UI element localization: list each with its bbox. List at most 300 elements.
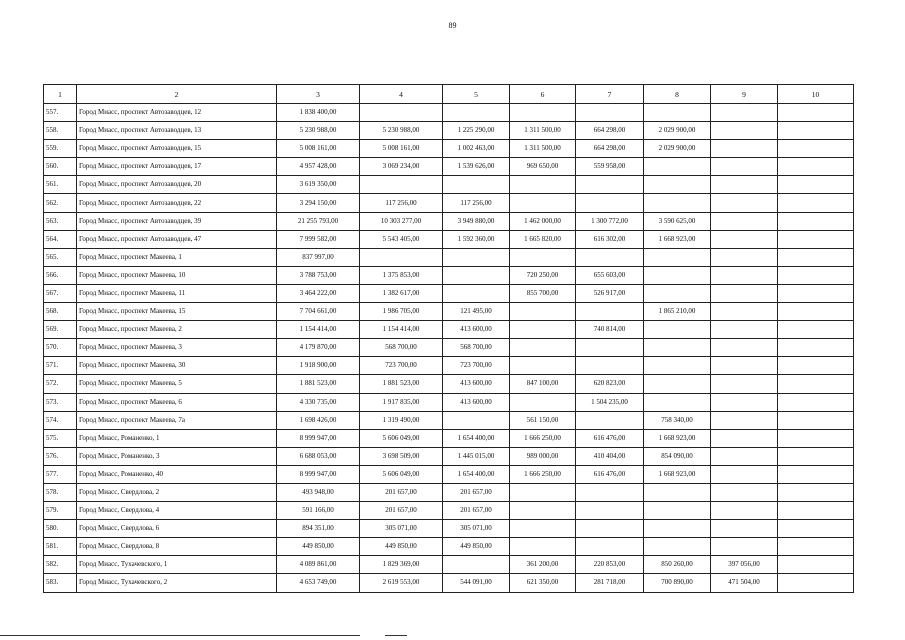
amount-cell-col-6 xyxy=(510,502,576,520)
amount-cell-col-6: 1 311 500,00 xyxy=(510,140,576,158)
address-cell: Город Миасс, проспект Автозаводцев, 39 xyxy=(77,212,277,230)
amount-cell-col-3: 1 154 414,00 xyxy=(277,321,360,339)
amount-cell-col-10 xyxy=(778,465,854,483)
amount-cell-col-5: 117 256,00 xyxy=(443,194,510,212)
amount-cell-col-8: 1 668 923,00 xyxy=(644,429,711,447)
amount-cell-col-7 xyxy=(576,303,644,321)
row-number-cell: 561. xyxy=(44,176,77,194)
column-header-6: 6 xyxy=(510,85,576,104)
amount-cell-col-8 xyxy=(644,538,711,556)
amount-cell-col-3: 1 881 523,00 xyxy=(277,375,360,393)
amount-cell-col-5: 1 445 015,00 xyxy=(443,447,510,465)
amount-cell-col-7: 281 718,00 xyxy=(576,574,644,592)
address-cell: Город Миасс, проспект Макеева, 2 xyxy=(77,321,277,339)
amount-cell-col-3: 3 619 350,00 xyxy=(277,176,360,194)
table-row xyxy=(44,375,854,393)
amount-cell-col-10 xyxy=(778,538,854,556)
amount-cell-col-9 xyxy=(711,483,778,501)
amount-cell-col-4: 305 071,00 xyxy=(360,520,443,538)
amount-cell-col-8 xyxy=(644,194,711,212)
amount-cell-col-6: 1 665 820,00 xyxy=(510,230,576,248)
amount-cell-col-3: 4 957 428,00 xyxy=(277,158,360,176)
amount-cell-col-5: 568 700,00 xyxy=(443,339,510,357)
amount-cell-col-5: 1 225 290,00 xyxy=(443,122,510,140)
amount-cell-col-7: 559 958,00 xyxy=(576,158,644,176)
amount-cell-col-5: 121 495,00 xyxy=(443,303,510,321)
amount-cell-col-8: 758 340,00 xyxy=(644,411,711,429)
table-row xyxy=(44,158,854,176)
address-cell: Город Миасс, Свердлова, 2 xyxy=(77,483,277,501)
amount-cell-col-7: 1 504 235,00 xyxy=(576,393,644,411)
amount-cell-col-3: 1 698 426,00 xyxy=(277,411,360,429)
address-cell: Город Миасс, проспект Автозаводцев, 22 xyxy=(77,194,277,212)
amount-cell-col-7: 616 476,00 xyxy=(576,429,644,447)
amount-cell-col-4: 1 375 853,00 xyxy=(360,266,443,284)
amount-cell-col-10 xyxy=(778,194,854,212)
amount-cell-col-8: 1 668 923,00 xyxy=(644,465,711,483)
row-number-cell: 568. xyxy=(44,303,77,321)
row-number-cell: 583. xyxy=(44,574,77,592)
table-body xyxy=(44,104,854,593)
table-row xyxy=(44,176,854,194)
row-number-cell: 567. xyxy=(44,284,77,302)
amount-cell-col-10 xyxy=(778,574,854,592)
amount-cell-col-10 xyxy=(778,230,854,248)
amount-cell-col-8 xyxy=(644,266,711,284)
amount-cell-col-5 xyxy=(443,266,510,284)
amount-cell-col-9 xyxy=(711,303,778,321)
amount-cell-col-4: 5 606 049,00 xyxy=(360,465,443,483)
table-row xyxy=(44,321,854,339)
amount-cell-col-9: 397 056,00 xyxy=(711,556,778,574)
amount-cell-col-7 xyxy=(576,176,644,194)
amount-cell-col-4: 3 698 509,00 xyxy=(360,447,443,465)
housing-register-table xyxy=(43,84,854,593)
amount-cell-col-8: 2 029 900,00 xyxy=(644,122,711,140)
row-number-cell: 581. xyxy=(44,538,77,556)
row-number-cell: 558. xyxy=(44,122,77,140)
amount-cell-col-10 xyxy=(778,321,854,339)
column-header-8: 8 xyxy=(644,85,711,104)
address-cell: Город Миасс, Свердлова, 8 xyxy=(77,538,277,556)
amount-cell-col-10 xyxy=(778,140,854,158)
row-number-cell: 560. xyxy=(44,158,77,176)
row-number-cell: 574. xyxy=(44,411,77,429)
amount-cell-col-3: 449 850,00 xyxy=(277,538,360,556)
amount-cell-col-6 xyxy=(510,104,576,122)
amount-cell-col-5 xyxy=(443,411,510,429)
amount-cell-col-4: 1 917 835,00 xyxy=(360,393,443,411)
amount-cell-col-7 xyxy=(576,502,644,520)
row-number-cell: 575. xyxy=(44,429,77,447)
amount-cell-col-4: 2 619 553,00 xyxy=(360,574,443,592)
amount-cell-col-10 xyxy=(778,266,854,284)
amount-cell-col-7: 740 814,00 xyxy=(576,321,644,339)
column-header-4: 4 xyxy=(360,85,443,104)
amount-cell-col-4: 723 700,00 xyxy=(360,357,443,375)
amount-cell-col-3: 3 464 222,00 xyxy=(277,284,360,302)
table-row xyxy=(44,429,854,447)
address-cell: Город Миасс, Свердлова, 4 xyxy=(77,502,277,520)
amount-cell-col-8 xyxy=(644,393,711,411)
amount-cell-col-6: 720 250,00 xyxy=(510,266,576,284)
amount-cell-col-3: 837 997,00 xyxy=(277,248,360,266)
amount-cell-col-3: 5 230 988,00 xyxy=(277,122,360,140)
amount-cell-col-10 xyxy=(778,212,854,230)
amount-cell-col-3: 4 179 870,00 xyxy=(277,339,360,357)
amount-cell-col-4: 5 230 988,00 xyxy=(360,122,443,140)
amount-cell-col-6: 855 700,00 xyxy=(510,284,576,302)
amount-cell-col-5: 723 700,00 xyxy=(443,357,510,375)
table-row xyxy=(44,122,854,140)
address-cell: Город Миасс, проспект Макеева, 7а xyxy=(77,411,277,429)
amount-cell-col-6 xyxy=(510,339,576,357)
amount-cell-col-4 xyxy=(360,104,443,122)
amount-cell-col-7 xyxy=(576,520,644,538)
table-row xyxy=(44,339,854,357)
amount-cell-col-8: 700 890,00 xyxy=(644,574,711,592)
row-number-cell: 582. xyxy=(44,556,77,574)
amount-cell-col-6: 1 666 250,00 xyxy=(510,465,576,483)
amount-cell-col-8 xyxy=(644,176,711,194)
table-row xyxy=(44,538,854,556)
table-row xyxy=(44,465,854,483)
amount-cell-col-10 xyxy=(778,158,854,176)
amount-cell-col-10 xyxy=(778,339,854,357)
amount-cell-col-4: 449 850,00 xyxy=(360,538,443,556)
amount-cell-col-5: 3 949 880,00 xyxy=(443,212,510,230)
amount-cell-col-7 xyxy=(576,357,644,375)
address-cell: Город Миасс, проспект Макеева, 1 xyxy=(77,248,277,266)
amount-cell-col-10 xyxy=(778,429,854,447)
amount-cell-col-5: 413 600,00 xyxy=(443,375,510,393)
amount-cell-col-4 xyxy=(360,248,443,266)
row-number-cell: 562. xyxy=(44,194,77,212)
row-number-cell: 570. xyxy=(44,339,77,357)
amount-cell-col-5: 413 600,00 xyxy=(443,393,510,411)
amount-cell-col-9 xyxy=(711,248,778,266)
amount-cell-col-3: 6 688 053,00 xyxy=(277,447,360,465)
address-cell: Город Миасс, проспект Автозаводцев, 20 xyxy=(77,176,277,194)
amount-cell-col-4: 5 008 161,00 xyxy=(360,140,443,158)
amount-cell-col-5 xyxy=(443,176,510,194)
amount-cell-col-5: 1 539 626,00 xyxy=(443,158,510,176)
amount-cell-col-3: 7 999 582,00 xyxy=(277,230,360,248)
table-row xyxy=(44,266,854,284)
address-cell: Город Миасс, проспект Автозаводцев, 12 xyxy=(77,104,277,122)
amount-cell-col-10 xyxy=(778,357,854,375)
amount-cell-col-9 xyxy=(711,122,778,140)
table-row xyxy=(44,502,854,520)
amount-cell-col-8 xyxy=(644,158,711,176)
amount-cell-col-6 xyxy=(510,303,576,321)
table-row xyxy=(44,483,854,501)
table-row xyxy=(44,140,854,158)
amount-cell-col-6: 989 000,00 xyxy=(510,447,576,465)
amount-cell-col-10 xyxy=(778,248,854,266)
amount-cell-col-5: 1 592 360,00 xyxy=(443,230,510,248)
amount-cell-col-5 xyxy=(443,248,510,266)
amount-cell-col-5: 201 657,00 xyxy=(443,483,510,501)
amount-cell-col-9 xyxy=(711,357,778,375)
amount-cell-col-9 xyxy=(711,465,778,483)
amount-cell-col-4: 1 829 369,00 xyxy=(360,556,443,574)
amount-cell-col-6: 621 350,00 xyxy=(510,574,576,592)
amount-cell-col-3: 894 351,00 xyxy=(277,520,360,538)
amount-cell-col-6: 847 100,00 xyxy=(510,375,576,393)
amount-cell-col-3: 1 918 900,00 xyxy=(277,357,360,375)
amount-cell-col-6 xyxy=(510,538,576,556)
row-number-cell: 579. xyxy=(44,502,77,520)
row-number-cell: 563. xyxy=(44,212,77,230)
column-header-9: 9 xyxy=(711,85,778,104)
amount-cell-col-5: 1 654 400,00 xyxy=(443,429,510,447)
address-cell: Город Миасс, Свердлова, 6 xyxy=(77,520,277,538)
amount-cell-col-10 xyxy=(778,375,854,393)
amount-cell-col-10 xyxy=(778,502,854,520)
amount-cell-col-7: 616 302,00 xyxy=(576,230,644,248)
address-cell: Город Миасс, проспект Автозаводцев, 15 xyxy=(77,140,277,158)
address-cell: Город Миасс, Романенко, 3 xyxy=(77,447,277,465)
amount-cell-col-6 xyxy=(510,520,576,538)
amount-cell-col-6: 1 462 000,00 xyxy=(510,212,576,230)
amount-cell-col-4: 1 382 617,00 xyxy=(360,284,443,302)
amount-cell-col-3: 493 948,00 xyxy=(277,483,360,501)
amount-cell-col-10 xyxy=(778,303,854,321)
amount-cell-col-8: 1 865 210,00 xyxy=(644,303,711,321)
amount-cell-col-5: 305 071,00 xyxy=(443,520,510,538)
amount-cell-col-10 xyxy=(778,122,854,140)
amount-cell-col-3: 4 330 735,00 xyxy=(277,393,360,411)
amount-cell-col-3: 4 653 749,00 xyxy=(277,574,360,592)
row-number-cell: 566. xyxy=(44,266,77,284)
amount-cell-col-7 xyxy=(576,248,644,266)
amount-cell-col-6 xyxy=(510,483,576,501)
amount-cell-col-9 xyxy=(711,266,778,284)
amount-cell-col-9: 471 504,00 xyxy=(711,574,778,592)
amount-cell-col-9 xyxy=(711,520,778,538)
table-row xyxy=(44,104,854,122)
row-number-cell: 559. xyxy=(44,140,77,158)
table-row xyxy=(44,303,854,321)
amount-cell-col-6: 561 150,00 xyxy=(510,411,576,429)
amount-cell-col-6 xyxy=(510,176,576,194)
address-cell: Город Миасс, Тухачевского, 1 xyxy=(77,556,277,574)
amount-cell-col-7: 526 917,00 xyxy=(576,284,644,302)
amount-cell-col-9 xyxy=(711,158,778,176)
amount-cell-col-9 xyxy=(711,140,778,158)
amount-cell-col-10 xyxy=(778,176,854,194)
amount-cell-col-5: 1 002 463,00 xyxy=(443,140,510,158)
table-header-row xyxy=(44,85,854,104)
amount-cell-col-6: 1 666 250,00 xyxy=(510,429,576,447)
amount-cell-col-5: 544 091,00 xyxy=(443,574,510,592)
footer-rule xyxy=(0,635,360,636)
amount-cell-col-6 xyxy=(510,321,576,339)
amount-cell-col-7: 616 476,00 xyxy=(576,465,644,483)
amount-cell-col-3: 1 838 400,00 xyxy=(277,104,360,122)
row-number-cell: 573. xyxy=(44,393,77,411)
amount-cell-col-8 xyxy=(644,248,711,266)
address-cell: Город Миасс, проспект Макеева, 10 xyxy=(77,266,277,284)
amount-cell-col-9 xyxy=(711,284,778,302)
amount-cell-col-4: 201 657,00 xyxy=(360,502,443,520)
amount-cell-col-4: 1 154 414,00 xyxy=(360,321,443,339)
amount-cell-col-8: 854 090,00 xyxy=(644,447,711,465)
table-row xyxy=(44,230,854,248)
amount-cell-col-5: 413 600,00 xyxy=(443,321,510,339)
table-row xyxy=(44,520,854,538)
column-header-3: 3 xyxy=(277,85,360,104)
amount-cell-col-3: 591 166,00 xyxy=(277,502,360,520)
amount-cell-col-4: 5 543 405,00 xyxy=(360,230,443,248)
amount-cell-col-9 xyxy=(711,212,778,230)
amount-cell-col-8 xyxy=(644,357,711,375)
amount-cell-col-9 xyxy=(711,502,778,520)
table-row xyxy=(44,556,854,574)
amount-cell-col-4: 5 606 049,00 xyxy=(360,429,443,447)
amount-cell-col-3: 8 999 947,00 xyxy=(277,465,360,483)
amount-cell-col-3: 3 294 150,00 xyxy=(277,194,360,212)
amount-cell-col-7 xyxy=(576,483,644,501)
amount-cell-col-9 xyxy=(711,411,778,429)
amount-cell-col-5 xyxy=(443,284,510,302)
amount-cell-col-6 xyxy=(510,357,576,375)
amount-cell-col-9 xyxy=(711,321,778,339)
amount-cell-col-4: 117 256,00 xyxy=(360,194,443,212)
amount-cell-col-4: 201 657,00 xyxy=(360,483,443,501)
amount-cell-col-7: 1 300 772,00 xyxy=(576,212,644,230)
amount-cell-col-7 xyxy=(576,411,644,429)
amount-cell-col-9 xyxy=(711,339,778,357)
amount-cell-col-7: 664 298,00 xyxy=(576,140,644,158)
amount-cell-col-7 xyxy=(576,194,644,212)
address-cell: Город Миасс, проспект Макеева, 6 xyxy=(77,393,277,411)
amount-cell-col-7: 664 298,00 xyxy=(576,122,644,140)
amount-cell-col-9 xyxy=(711,447,778,465)
amount-cell-col-6 xyxy=(510,194,576,212)
row-number-cell: 572. xyxy=(44,375,77,393)
table-row xyxy=(44,212,854,230)
amount-cell-col-6: 361 200,00 xyxy=(510,556,576,574)
address-cell: Город Миасс, проспект Макеева, 5 xyxy=(77,375,277,393)
amount-cell-col-8 xyxy=(644,375,711,393)
amount-cell-col-8 xyxy=(644,321,711,339)
amount-cell-col-10 xyxy=(778,411,854,429)
amount-cell-col-8 xyxy=(644,339,711,357)
amount-cell-col-6: 1 311 500,00 xyxy=(510,122,576,140)
table-row xyxy=(44,357,854,375)
amount-cell-col-6 xyxy=(510,248,576,266)
row-number-cell: 557. xyxy=(44,104,77,122)
address-cell: Город Миасс, проспект Автозаводцев, 47 xyxy=(77,230,277,248)
amount-cell-col-7 xyxy=(576,538,644,556)
column-header-7: 7 xyxy=(576,85,644,104)
amount-cell-col-8 xyxy=(644,483,711,501)
amount-cell-col-7 xyxy=(576,339,644,357)
amount-cell-col-4 xyxy=(360,176,443,194)
amount-cell-col-3: 7 704 661,00 xyxy=(277,303,360,321)
amount-cell-col-9 xyxy=(711,104,778,122)
row-number-cell: 565. xyxy=(44,248,77,266)
amount-cell-col-3: 4 089 861,00 xyxy=(277,556,360,574)
address-cell: Город Миасс, Романенко, 40 xyxy=(77,465,277,483)
footer-rule-short xyxy=(385,635,407,636)
column-header-5: 5 xyxy=(443,85,510,104)
amount-cell-col-3: 3 788 753,00 xyxy=(277,266,360,284)
address-cell: Город Миасс, проспект Автозаводцев, 17 xyxy=(77,158,277,176)
amount-cell-col-4: 1 881 523,00 xyxy=(360,375,443,393)
table-row xyxy=(44,194,854,212)
amount-cell-col-7: 620 823,00 xyxy=(576,375,644,393)
row-number-cell: 578. xyxy=(44,483,77,501)
address-cell: Город Миасс, проспект Макеева, 30 xyxy=(77,357,277,375)
column-header-1: 1 xyxy=(44,85,77,104)
amount-cell-col-4: 1 986 705,00 xyxy=(360,303,443,321)
amount-cell-col-10 xyxy=(778,393,854,411)
amount-cell-col-10 xyxy=(778,520,854,538)
amount-cell-col-10 xyxy=(778,556,854,574)
table-row xyxy=(44,574,854,592)
row-number-cell: 577. xyxy=(44,465,77,483)
amount-cell-col-4: 3 069 234,00 xyxy=(360,158,443,176)
amount-cell-col-10 xyxy=(778,284,854,302)
table-row xyxy=(44,393,854,411)
table-row xyxy=(44,447,854,465)
amount-cell-col-9 xyxy=(711,176,778,194)
amount-cell-col-8: 3 590 625,00 xyxy=(644,212,711,230)
amount-cell-col-9 xyxy=(711,230,778,248)
table-row xyxy=(44,284,854,302)
table-row xyxy=(44,411,854,429)
amount-cell-col-6 xyxy=(510,393,576,411)
amount-cell-col-8: 2 029 900,00 xyxy=(644,140,711,158)
amount-cell-col-9 xyxy=(711,429,778,447)
amount-cell-col-8 xyxy=(644,502,711,520)
amount-cell-col-3: 5 008 161,00 xyxy=(277,140,360,158)
amount-cell-col-5: 449 850,00 xyxy=(443,538,510,556)
address-cell: Город Миасс, проспект Автозаводцев, 13 xyxy=(77,122,277,140)
amount-cell-col-7: 410 404,00 xyxy=(576,447,644,465)
row-number-cell: 576. xyxy=(44,447,77,465)
amount-cell-col-5 xyxy=(443,104,510,122)
amount-cell-col-9 xyxy=(711,194,778,212)
amount-cell-col-5: 1 654 400,00 xyxy=(443,465,510,483)
page-number: 89 xyxy=(448,21,457,30)
amount-cell-col-4: 10 303 277,00 xyxy=(360,212,443,230)
amount-cell-col-8: 1 668 923,00 xyxy=(644,230,711,248)
address-cell: Город Миасс, проспект Макеева, 3 xyxy=(77,339,277,357)
amount-cell-col-10 xyxy=(778,447,854,465)
amount-cell-col-5 xyxy=(443,556,510,574)
address-cell: Город Миасс, проспект Макеева, 11 xyxy=(77,284,277,302)
row-number-cell: 569. xyxy=(44,321,77,339)
amount-cell-col-4: 568 700,00 xyxy=(360,339,443,357)
amount-cell-col-9 xyxy=(711,538,778,556)
amount-cell-col-8 xyxy=(644,104,711,122)
amount-cell-col-8 xyxy=(644,520,711,538)
amount-cell-col-9 xyxy=(711,375,778,393)
amount-cell-col-8 xyxy=(644,284,711,302)
amount-cell-col-7 xyxy=(576,104,644,122)
amount-cell-col-8: 850 260,00 xyxy=(644,556,711,574)
amount-cell-col-4: 1 319 490,00 xyxy=(360,411,443,429)
row-number-cell: 564. xyxy=(44,230,77,248)
amount-cell-col-6: 969 650,00 xyxy=(510,158,576,176)
address-cell: Город Миасс, проспект Макеева, 15 xyxy=(77,303,277,321)
amount-cell-col-10 xyxy=(778,104,854,122)
column-header-10: 10 xyxy=(778,85,854,104)
